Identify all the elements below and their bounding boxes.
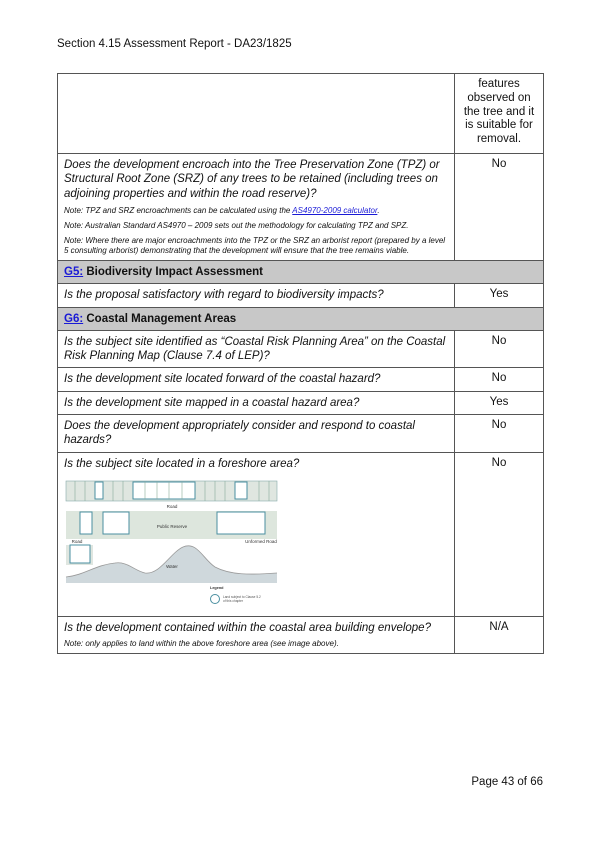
- tpz-note-calculator: [64, 206, 448, 216]
- map-label-road-left: Road: [71, 539, 83, 545]
- question-cell: [58, 154, 455, 261]
- note-text: .: [377, 206, 380, 216]
- question-cell: Is the subject site identified as “Coastal Risk Planning Area” on the Coastal Risk Planning Map (Clause 7.4 of LEP)?: [58, 330, 455, 368]
- foreshore-question: Is the subject site located in a foreshore area?: [64, 457, 300, 470]
- answer-cell: Yes: [455, 391, 544, 414]
- map-legend-title: Legend: [210, 586, 224, 591]
- table-row: [58, 452, 544, 616]
- g5-link[interactable]: G5:: [64, 266, 84, 279]
- envelope-question: Is the development contained within the coastal area building envelope?: [64, 622, 431, 635]
- page-header: Section 4.15 Assessment Report - DA23/1825: [57, 38, 292, 50]
- answer-cell: Yes: [455, 284, 544, 307]
- table-row: [58, 330, 544, 368]
- answer-cell: No: [455, 415, 544, 453]
- answer-cell: No: [455, 154, 544, 261]
- section-title: Biodiversity Impact Assessment: [83, 266, 263, 279]
- table-row: [58, 617, 544, 653]
- question-cell: [58, 74, 455, 154]
- question-cell: [58, 452, 455, 616]
- foreshore-diagram: [65, 479, 279, 607]
- section-header-g5: [58, 261, 544, 284]
- tpz-note-arborist: Note: Where there are major encroachments into the TPZ or the SRZ an arborist report (prepared by a level 5 consulting arborist) demonstrating that the development will ensure that the tree remains viable.: [64, 236, 446, 256]
- map-label-unformed-road: Unformed Road: [245, 539, 277, 545]
- tpz-note-standard: Note: Australian Standard AS4970 – 2009 sets out the methodology for calculating TPZ and SPZ.: [64, 221, 409, 231]
- table-row: [58, 415, 544, 453]
- table-row: [58, 284, 544, 307]
- answer-cell: N/A: [455, 617, 544, 653]
- map-legend-line2: of this chapter: [223, 599, 244, 604]
- section-title: Coastal Management Areas: [83, 312, 237, 325]
- assessment-table: [57, 73, 544, 654]
- question-cell: Does the development appropriately consider and respond to coastal hazards?: [58, 415, 455, 453]
- table-row: [58, 391, 544, 414]
- question-cell: Is the development site located forward of the coastal hazard?: [58, 368, 455, 391]
- page-number: Page 43 of 66: [471, 776, 543, 788]
- g6-link[interactable]: G6:: [64, 312, 84, 325]
- note-text: Note: TPZ and SRZ encroachments can be calculated using the: [64, 206, 293, 216]
- answer-cell: No: [455, 330, 544, 368]
- foreshore-map: [65, 479, 448, 612]
- table-row: [58, 154, 544, 261]
- map-label-water: Water: [166, 564, 178, 570]
- table-row: [58, 368, 544, 391]
- tpz-question: Does the development encroach into the Tree Preservation Zone (TPZ) or Structural Root Zone (SRZ) of any trees to be retained (including trees on adjoining properties and within the road reserve)?: [64, 159, 440, 200]
- as4970-calculator-link[interactable]: AS4970-2009 calculator: [292, 206, 378, 216]
- question-cell: [58, 617, 455, 653]
- map-legend-line1: Land subject to Clause 5.2: [223, 595, 261, 600]
- map-label-public-reserve: Public Reserve: [156, 524, 188, 530]
- envelope-note: Note: only applies to land within the above foreshore area (see image above).: [64, 638, 339, 648]
- question-cell: Is the development site mapped in a coastal hazard area?: [58, 391, 455, 414]
- legend-circle-icon: [211, 595, 220, 604]
- answer-cell: features observed on the tree and it is suitable for removal.: [455, 74, 544, 154]
- map-label-road-top: Road: [166, 504, 178, 510]
- answer-cell: No: [455, 368, 544, 391]
- table-row: [58, 74, 544, 154]
- answer-cell: No: [455, 452, 544, 616]
- question-cell: Is the proposal satisfactory with regard to biodiversity impacts?: [58, 284, 455, 307]
- section-header-g6: [58, 307, 544, 330]
